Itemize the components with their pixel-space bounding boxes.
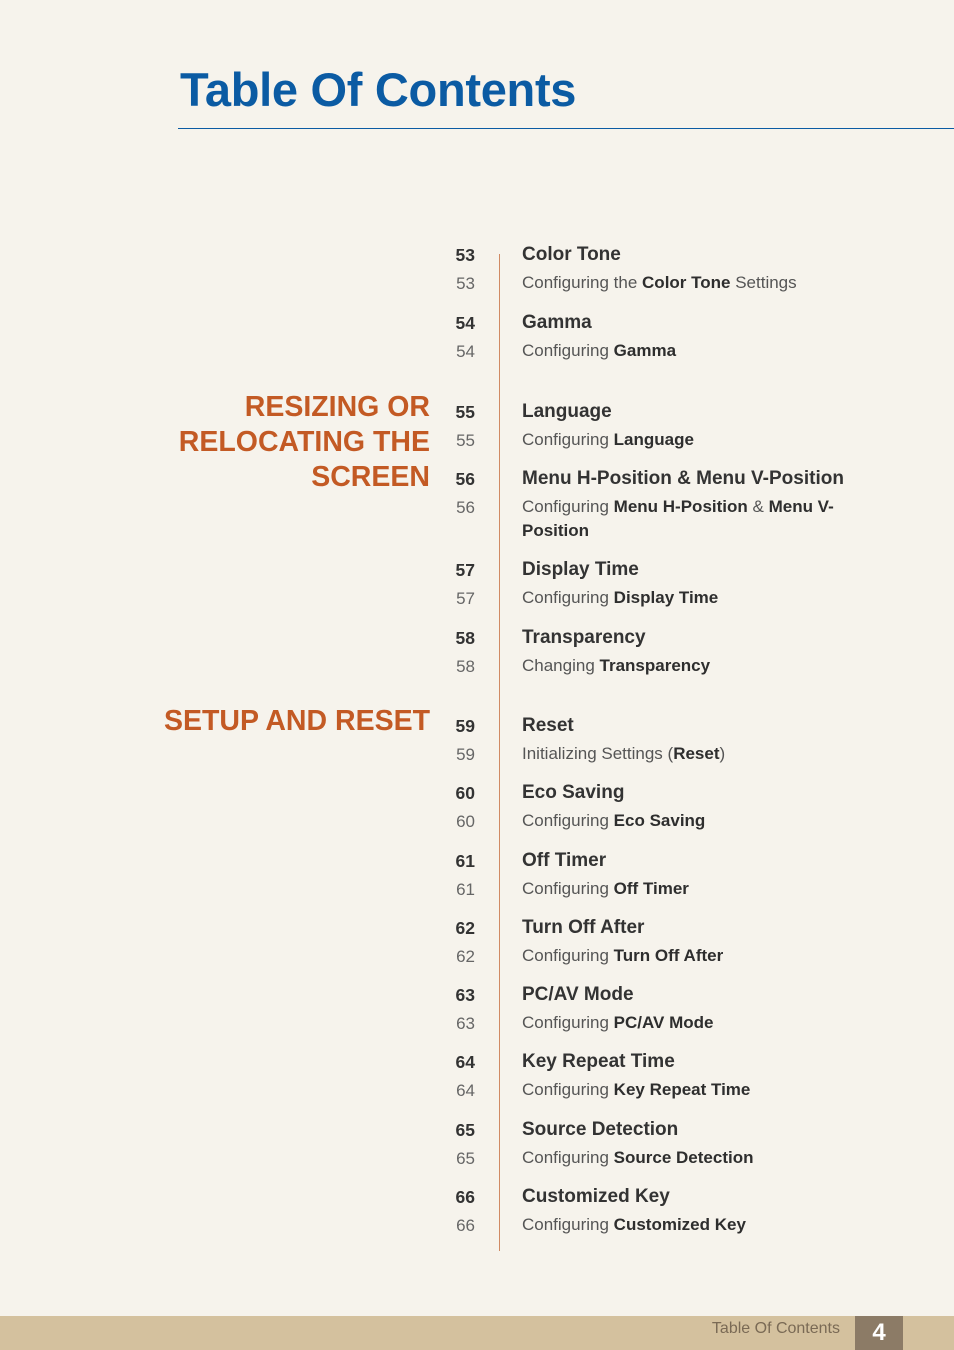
entry-subtitle-bold: Key Repeat Time [613, 1080, 751, 1099]
entry-page-number: 53 [455, 245, 475, 265]
entry-subtitle-bold: Menu V-Position [522, 497, 834, 540]
entry-page-number: 58 [455, 628, 475, 648]
entry-subtitle-bold: Menu H-Position [613, 497, 748, 516]
entry-subtitle-text: Settings [730, 273, 797, 292]
entry-title[interactable]: Display Time [522, 559, 639, 580]
entry-sub-page-number: 62 [456, 947, 475, 966]
entry-title[interactable]: Key Repeat Time [522, 1051, 675, 1072]
section-heading-line: RELOCATING THE [178, 426, 430, 458]
entry-subtitle-text: & [747, 497, 769, 516]
entry-subtitle-bold: Reset [673, 744, 720, 763]
entry-sub-page-number: 59 [456, 745, 475, 764]
entry-sub-page-number: 65 [456, 1149, 475, 1168]
entry-page-number: 65 [455, 1120, 475, 1140]
entry-sub-page-number: 57 [456, 589, 475, 608]
entry-subtitle-text: Configuring [522, 497, 614, 516]
entry-title[interactable]: PC/AV Mode [522, 984, 634, 1005]
entry-subtitle-text: Configuring [522, 1080, 614, 1099]
section-heading-line: SETUP AND RESET [163, 705, 430, 737]
page-title: Table Of Contents [180, 63, 577, 116]
entry-subtitle-text: Initializing Settings ( [522, 744, 674, 763]
entry-sub-page-number: 60 [456, 812, 475, 831]
entry-subtitle[interactable] [522, 1011, 852, 1035]
entry-sub-page-number: 64 [456, 1081, 475, 1100]
entry-subtitle-text: ) [719, 744, 726, 763]
entry-title[interactable]: Menu H-Position & Menu V-Position [522, 468, 844, 489]
entry-page-number: 54 [455, 313, 475, 333]
entry-sub-page-number: 61 [456, 880, 475, 899]
entry-subtitle-bold: Color Tone [642, 273, 731, 292]
column-divider [499, 254, 500, 1251]
entry-title[interactable]: Customized Key [522, 1186, 670, 1207]
entry-subtitle[interactable] [522, 1213, 852, 1237]
entry-subtitle-bold: PC/AV Mode [613, 1013, 714, 1032]
entry-subtitle-bold: Display Time [613, 588, 719, 607]
entry-title[interactable]: Reset [522, 715, 574, 736]
entry-title[interactable]: Eco Saving [522, 782, 625, 803]
entry-sub-page-number: 53 [456, 274, 475, 293]
entry-page-number: 55 [455, 402, 475, 422]
entry-subtitle-text: Changing [522, 656, 600, 675]
entry-subtitle-text: Configuring [522, 1148, 614, 1167]
entry-sub-page-number: 56 [456, 498, 475, 517]
entry-subtitle-text: Configuring [522, 341, 614, 360]
entry-subtitle[interactable] [522, 944, 852, 968]
entry-subtitle[interactable] [522, 271, 852, 295]
entry-title[interactable]: Gamma [522, 312, 592, 333]
entry-title[interactable]: Off Timer [522, 850, 607, 871]
entry-title[interactable]: Source Detection [522, 1119, 679, 1140]
entry-subtitle-bold: Language [613, 430, 694, 449]
entry-subtitle-bold: Off Timer [613, 879, 689, 898]
entry-subtitle[interactable] [522, 495, 852, 543]
entry-subtitle-text: Configuring [522, 811, 614, 830]
section-heading [179, 390, 430, 495]
title-rule [178, 128, 954, 129]
entry-subtitle-bold: Turn Off After [613, 946, 724, 965]
entry-page-number: 61 [455, 851, 475, 871]
section-heading-line: SCREEN [311, 461, 430, 493]
entry-subtitle[interactable] [522, 1146, 852, 1170]
entry-subtitle-text: Configuring [522, 588, 614, 607]
section-heading [164, 704, 430, 739]
entry-page-number: 63 [455, 985, 475, 1005]
entry-sub-page-number: 66 [456, 1216, 475, 1235]
entry-sub-page-number: 58 [456, 657, 475, 676]
entry-subtitle-bold: Source Detection [613, 1148, 754, 1167]
entry-subtitle-text: Configuring [522, 1013, 614, 1032]
entry-page-number: 59 [455, 716, 475, 736]
entry-title[interactable]: Language [522, 401, 612, 422]
footer-page-number: 4 [855, 1316, 903, 1350]
entry-sub-page-number: 63 [456, 1014, 475, 1033]
entry-page-number: 62 [455, 918, 475, 938]
entry-title[interactable]: Turn Off After [522, 917, 645, 938]
entry-page-number: 56 [455, 469, 475, 489]
entry-subtitle[interactable] [522, 809, 852, 833]
entry-sub-page-number: 54 [456, 342, 475, 361]
entry-page-number: 64 [455, 1052, 475, 1072]
entry-sub-page-number: 55 [456, 431, 475, 450]
entry-subtitle-bold: Gamma [613, 341, 677, 360]
entry-subtitle[interactable] [522, 586, 852, 610]
entry-subtitle[interactable] [522, 339, 852, 363]
entry-subtitle-bold: Customized Key [613, 1215, 746, 1234]
entry-subtitle[interactable] [522, 428, 852, 452]
footer-label: Table Of Contents [711, 1320, 840, 1337]
entry-subtitle[interactable] [522, 654, 852, 678]
entry-subtitle-text: Configuring the [522, 273, 643, 292]
entry-subtitle[interactable] [522, 877, 852, 901]
entry-subtitle[interactable] [522, 1078, 852, 1102]
entry-subtitle-text: Configuring [522, 1215, 614, 1234]
entry-page-number: 57 [455, 560, 475, 580]
entry-subtitle-text: Configuring [522, 946, 614, 965]
entry-subtitle-text: Configuring [522, 430, 614, 449]
entry-subtitle[interactable] [522, 742, 852, 766]
entry-title[interactable]: Transparency [522, 627, 646, 648]
entry-subtitle-bold: Eco Saving [613, 811, 706, 830]
entry-subtitle-bold: Transparency [599, 656, 711, 675]
section-heading-line: RESIZING OR [244, 391, 430, 423]
entry-title[interactable]: Color Tone [522, 244, 621, 265]
entry-page-number: 60 [455, 783, 475, 803]
entry-page-number: 66 [455, 1187, 475, 1207]
entry-subtitle-text: Configuring [522, 879, 614, 898]
